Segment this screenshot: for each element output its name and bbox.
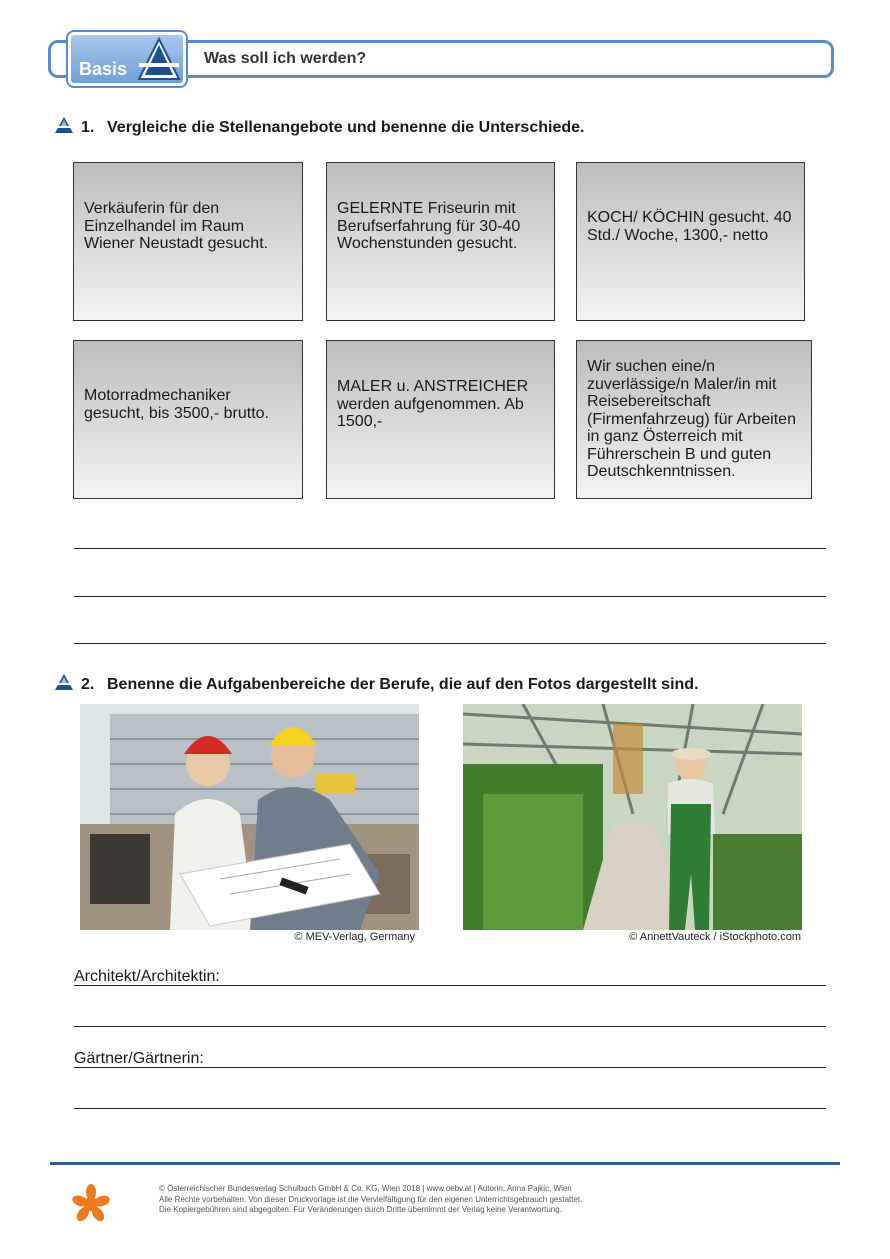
job-ad-text: Motorradmechaniker gesucht, bis 3500,- brutto. — [84, 387, 269, 422]
architects-photo — [80, 704, 419, 930]
answer-line[interactable] — [74, 985, 826, 986]
answer-line[interactable] — [74, 1067, 826, 1068]
task1-number: 1. — [81, 119, 95, 136]
gardener-label: Gärtner/Gärtnerin: — [74, 1050, 204, 1067]
job-ad-3 — [576, 162, 805, 321]
answer-line[interactable] — [74, 643, 826, 644]
triangle-level-icon — [54, 116, 74, 134]
answer-line[interactable] — [74, 596, 826, 597]
job-ad-1 — [73, 162, 303, 321]
badge-label: Basis — [79, 59, 128, 79]
job-ad-text: Verkäuferin für den Einzelhandel im Raum Wiener Neustadt gesucht. — [84, 200, 269, 253]
triangle-level-icon — [54, 673, 74, 691]
page-title: Was soll ich werden? — [204, 50, 367, 67]
task2-title: Benenne die Aufgabenbereiche der Berufe, die auf den Fotos dargestellt sind. — [107, 676, 699, 693]
task2-heading — [81, 676, 699, 694]
task1-heading — [81, 119, 584, 137]
photo1-caption: © MEV-Verlag, Germany — [294, 931, 415, 943]
job-ad-2 — [326, 162, 555, 321]
job-ad-text: Wir suchen eine/n zuverlässige/n Maler/in mit Reisebereitschaft (Firmenfahrzeug) für Arbeiten in ganz Österreich mit Führerschein B und guten Deutschkenntnissen. — [587, 358, 796, 481]
job-ad-text: MALER u. ANSTREICHER werden aufgenommen. Ab 1500,- — [337, 378, 529, 431]
job-ad-text: GELERNTE Friseurin mit Berufserfahrung für 30-40 Wochenstunden gesucht. — [337, 200, 521, 253]
publisher-logo-icon — [72, 1184, 110, 1222]
task1-title: Vergleiche die Stellenangebote und benenne die Unterschiede. — [107, 119, 585, 136]
footer-line: Alle Rechte vorbehalten. Von dieser Druckvorlage ist die Vervielfältigung für den eigenen Unterrichtsgebrauch gestattet. — [159, 1194, 583, 1204]
answer-line[interactable] — [74, 1026, 826, 1027]
answer-line[interactable] — [74, 548, 826, 549]
job-ad-6 — [576, 340, 812, 499]
job-ad-5 — [326, 340, 555, 499]
footer-copyright — [159, 1184, 582, 1216]
architect-label: Architekt/Architektin: — [74, 968, 220, 985]
footer-line: Die Kopiergebühren sind abgegolten. Für Veränderungen durch Dritte übernimmt der Verlag keine Verantwortung. — [159, 1205, 562, 1214]
job-ad-4 — [73, 340, 303, 499]
footer-line: © Österreichischer Bundesverlag Schulbuch GmbH & Co. KG, Wien 2018 | www.oebv.at | Autorin: Anna Pajkic, Wien — [159, 1184, 572, 1193]
photo2-caption: © AnnettVauteck / iStockphoto.com — [629, 931, 801, 943]
triangle-level-icon — [137, 37, 181, 81]
footer-rule — [50, 1162, 840, 1165]
task2-number: 2. — [81, 676, 95, 693]
gardener-photo — [463, 704, 802, 930]
level-badge — [68, 32, 186, 86]
job-ad-text: KOCH/ KÖCHIN gesucht. 40 Std./ Woche, 1300,- netto — [587, 209, 792, 244]
answer-line[interactable] — [74, 1108, 826, 1109]
